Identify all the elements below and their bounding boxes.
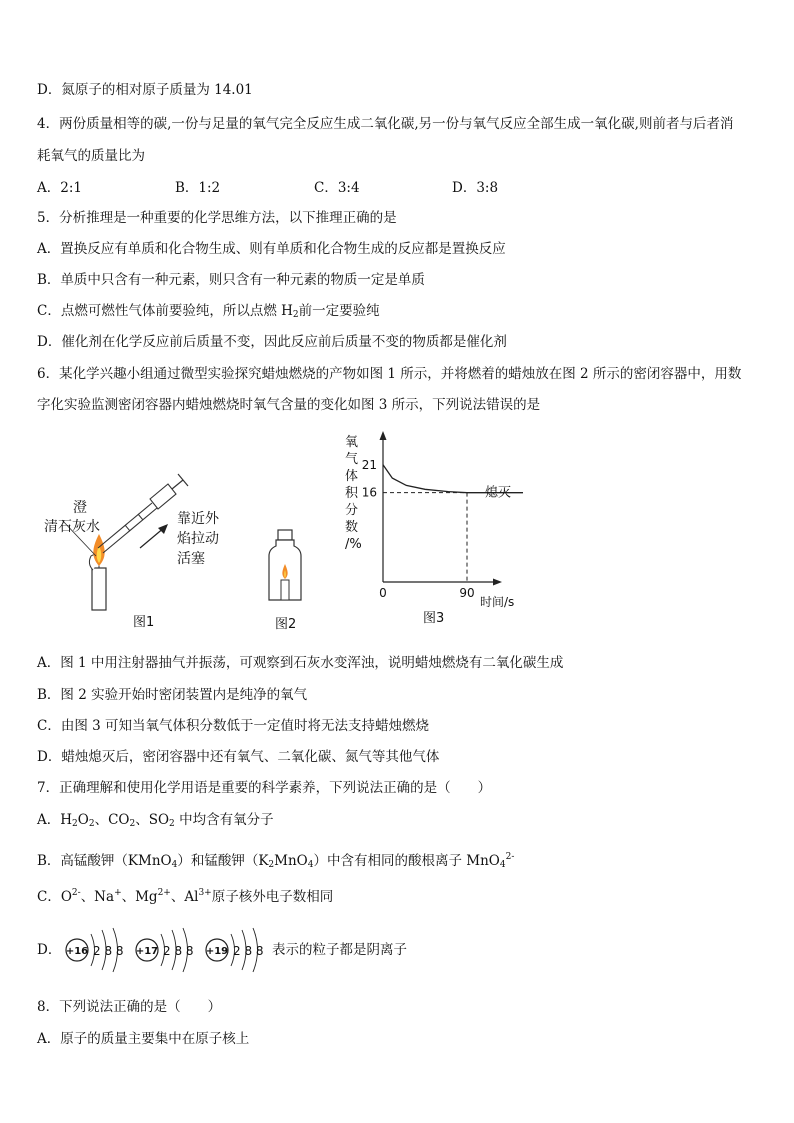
electron-shells-3: 2 8 8 xyxy=(233,944,264,958)
q6-option-c: C．由图 3 可知当氧气体积分数低于一定值时将无法支持蜡烛燃烧 xyxy=(37,718,430,734)
q8-stem: 8．下列说法正确的是（ ） xyxy=(37,999,222,1015)
fig1-label-limewater-2: 清石灰水 xyxy=(44,519,100,535)
q4-stem-line1: 4．两份质量相等的碳,一份与足量的氧气完全反应生成二氧化碳,另一份与氧气反应全部生成一氧化碳,则前者与后者消 xyxy=(37,116,734,132)
y-axis-label-char: 数 xyxy=(345,520,359,535)
y-axis-label-char: 气 xyxy=(345,452,359,467)
q6-option-d: D．蜡烛熄灭后，密闭容器中还有氧气、二氧化碳、氮气等其他气体 xyxy=(37,749,440,765)
y-axis-label-char: 分 xyxy=(345,503,359,518)
q7-option-d-prefix: D． xyxy=(37,942,62,958)
x-tick-label: 90 xyxy=(459,586,475,600)
q5-option-d: D．催化剂在化学反应前后质量不变，因此反应前后质量不变的物质都是催化剂 xyxy=(37,334,507,350)
q6-stem-line2: 字化实验监测密闭容器内蜡烛燃烧时氧气含量的变化如图 3 所示，下列说法错误的是 xyxy=(37,397,541,413)
q4-option-d: D．3:8 xyxy=(452,180,499,196)
q6-stem-line1: 6．某化学兴趣小组通过微型实验探究蜡烛燃烧的产物如图 1 所示，并将燃着的蜡烛放在图 2 所示的密闭容器中，用数 xyxy=(37,366,742,382)
y-tick-label: 21 xyxy=(361,457,377,472)
y-axis-arrow xyxy=(380,431,387,440)
fig1-label-limewater-1: 澄 xyxy=(73,500,87,516)
ion-diagram-3 xyxy=(206,928,264,972)
q7-stem: 7．正确理解和使用化学用语是重要的科学素养，下列说法正确的是（ ） xyxy=(37,780,492,796)
q4-option-a: A．2:1 xyxy=(37,180,82,196)
q3-option-d: D．氮原子的相对原子质量为 14.01 xyxy=(37,82,253,98)
candle-body-fig2 xyxy=(281,580,289,600)
x-axis-label: 时间/s xyxy=(480,595,515,609)
q7-option-b: B．高锰酸钾（KMnO$_4$）和锰酸钾$(K_2MnO_4)$中含有相同的酸根离子 MnO$_4^{2-}$ xyxy=(37,852,515,870)
figure-2 xyxy=(269,530,301,632)
x-tick-label: 0 xyxy=(379,586,387,600)
q4-stem-line2: 耗氧气的质量比为 xyxy=(37,148,145,164)
q5-option-c: C．点燃可燃性气体前要验纯，所以点燃 $H_2$前一定要验纯 xyxy=(37,303,380,320)
q5-option-b: B．单质中只含有一种元素，则只含有一种元素的物质一定是单质 xyxy=(37,272,425,288)
jar-stopper xyxy=(278,530,292,540)
q6-option-b: B．图 2 实验开始时密闭装置内是纯净的氧气 xyxy=(37,687,308,703)
q7-option-c: C．$O^{2-}$、Na+、$Mg^{2+}$、$Al^{3+}$原子核外电子数相同 xyxy=(37,888,334,905)
chart-title: 图3 xyxy=(423,611,445,626)
y-axis-label xyxy=(345,435,362,552)
fig1-label-pull-2: 焰拉动 xyxy=(177,531,219,547)
fig1-label-pull-3: 活塞 xyxy=(177,551,205,567)
figure-3-chart xyxy=(345,431,523,626)
fig1-caption: 图1 xyxy=(133,615,155,630)
fig1-label-pull-1: 靠近外 xyxy=(177,511,219,527)
y-axis-label-char: 体 xyxy=(345,469,359,484)
y-axis-label-char: 氧 xyxy=(345,435,359,450)
ion-diagram-1 xyxy=(66,928,124,972)
electron-shells-2: 2 8 8 xyxy=(163,944,194,958)
ion-structure-diagrams xyxy=(60,922,272,980)
q4-option-b: B．1:2 xyxy=(175,180,221,196)
q5-option-a: A．置换反应有单质和化合物生成、则有单质和化合物生成的反应都是置换反应 xyxy=(37,241,506,257)
figure-1 xyxy=(44,474,220,630)
nucleus-charge-2: +17 xyxy=(135,946,159,957)
q4-option-c: C．3:4 xyxy=(314,180,360,196)
q6-option-a: A．图 1 中用注射器抽气并振荡，可观察到石灰水变浑浊，说明蜡烛燃烧有二氧化碳生成 xyxy=(37,655,564,671)
q8-option-a: A．原子的质量主要集中在原子核上 xyxy=(37,1031,250,1047)
ion-diagram-2 xyxy=(136,928,194,972)
fig2-caption: 图2 xyxy=(275,617,297,632)
nucleus-charge-3: +19 xyxy=(205,946,229,957)
q5-stem: 5．分析推理是一种重要的化学思维方法，以下推理正确的是 xyxy=(37,210,397,226)
x-axis-arrow xyxy=(493,579,502,586)
syringe-plunger xyxy=(172,480,183,489)
candle-body-fig1 xyxy=(92,568,106,610)
nucleus-charge-1: +16 xyxy=(65,946,89,957)
q7-option-a: A．$H_2O_2$、$CO_2$、$SO_2$ 中均含有氧分子 xyxy=(37,812,274,829)
chart-annotation: 熄灭 xyxy=(485,485,512,501)
y-tick-label: 16 xyxy=(361,485,377,500)
y-axis-label-char: 积 xyxy=(345,486,359,501)
syringe-barrel xyxy=(150,484,176,509)
electron-shells-1: 2 8 8 xyxy=(93,944,124,958)
y-axis-label-char: /% xyxy=(345,537,362,552)
q7-option-d-text: 表示的粒子都是阴离子 xyxy=(272,942,407,958)
